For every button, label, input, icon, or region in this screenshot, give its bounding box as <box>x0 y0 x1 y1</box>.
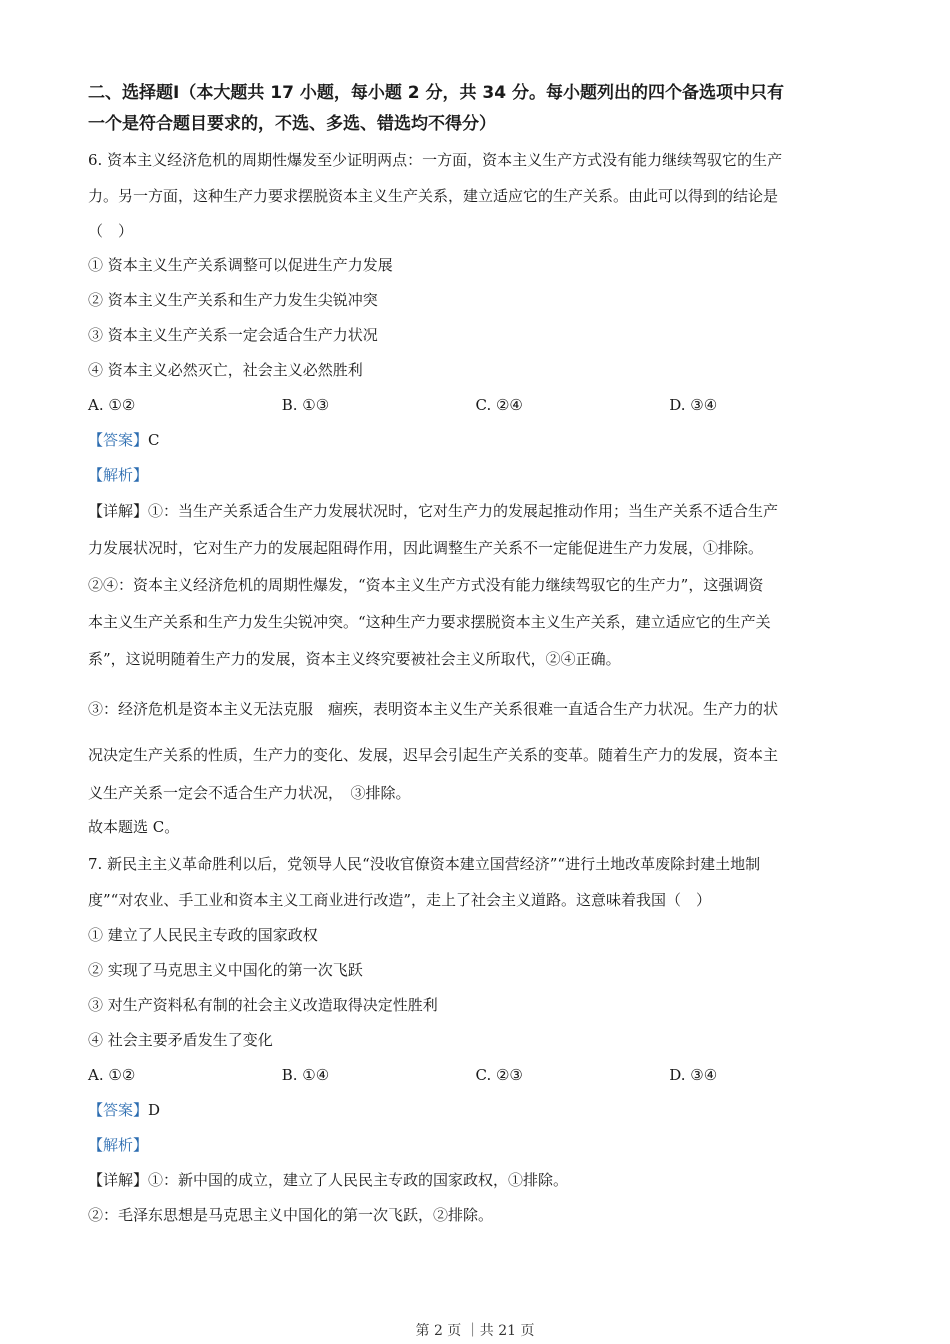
question-stem: （ ） <box>88 222 134 240</box>
statement-option: ① 建立了人民民主专政的国家政权 <box>88 926 318 944</box>
question-stem: 度”“对农业、手工业和资本主义工商业进行改造”，走上了社会主义道路。这意味着我国（ ） <box>88 891 712 909</box>
question-6 <box>88 142 863 846</box>
question-stem: 力。另一方面，这种生产力要求摆脱资本主义生产关系，建立适应它的生产关系。由此可以得到的结论是 <box>88 187 779 205</box>
answer-line <box>88 423 863 458</box>
question-7 <box>88 846 863 1233</box>
analysis-line <box>88 458 863 493</box>
question-stem: 7. 新民主主义革命胜利以后，党领导人民“没收官僚资本建立国营经济”“进行土地改革废除封建土地制 <box>88 855 761 873</box>
explanation-line: ②：毛泽东思想是马克思主义中国化的第一次飞跃，②排除。 <box>88 1206 494 1224</box>
explanation-line: 本主义生产关系和生产力发生尖锐冲突。“这种生产力要求摆脱资本主义生产关系，建立适应它的生产关 <box>88 613 771 631</box>
choice-c: C. ②④ <box>475 396 523 414</box>
page-footer: 第 2 页 ｜共 21 页 <box>415 1323 535 1339</box>
analysis-tag: 【解析】 <box>88 466 149 484</box>
choice-c: C. ②③ <box>475 1066 523 1084</box>
answer-tag: 【答案】 <box>88 431 149 449</box>
analysis-line <box>88 1128 863 1163</box>
statement-option: ③ 对生产资料私有制的社会主义改造取得决定性胜利 <box>88 996 438 1014</box>
choice-d: D. ③④ <box>669 396 718 414</box>
statement-option: ③ 资本主义生产关系一定会适合生产力状况 <box>88 326 378 344</box>
choice-d: D. ③④ <box>669 1066 718 1084</box>
explanation-line: 【详解】①：当生产关系适合生产力发展状况时，它对生产力的发展起推动作用；当生产关系不适合生产 <box>88 502 779 520</box>
choice-b: B. ①③ <box>281 396 330 414</box>
explanation-line: 况决定生产关系的性质，生产力的变化、发展，迟早会引起生产关系的变革。随着生产力的发展，资本主 <box>88 746 779 764</box>
explanation-line: ②④：资本主义经济危机的周期性爆发，“资本主义生产方式没有能力继续驾驭它的生产力”，这强调资 <box>88 576 764 594</box>
statement-option: ④ 资本主义必然灭亡，社会主义必然胜利 <box>88 361 363 379</box>
statement-option: ④ 社会主要矛盾发生了变化 <box>88 1031 273 1049</box>
statement-option: ② 资本主义生产关系和生产力发生尖锐冲突 <box>88 291 378 309</box>
conclusion-line: 故本题选 C。 <box>88 818 180 836</box>
analysis-tag: 【解析】 <box>88 1136 149 1154</box>
statement-option: ① 资本主义生产关系调整可以促进生产力发展 <box>88 256 393 274</box>
answer-value: D <box>148 1101 161 1119</box>
explanation-line: 力发展状况时，它对生产力的发展起阻碍作用，因此调整生产关系不一定能促进生产力发展，①排除。 <box>88 539 764 557</box>
statement-option: ② 实现了马克思主义中国化的第一次飞跃 <box>88 961 363 979</box>
explanation-line: ③：经济危机是资本主义无法克服 痼疾，表明资本主义生产关系很难一直适合生产力状况。生产力的状 <box>88 700 779 718</box>
section-title: 二、选择题Ⅰ（本大题共 17 小题，每小题 2 分，共 34 分。每小题列出的四个备选项中只有 一个是符合题目要求的，不选、多选、错选均不得分） <box>88 83 784 134</box>
answer-value: C <box>148 431 160 449</box>
question-stem: 6. 资本主义经济危机的周期性爆发至少证明两点：一方面，资本主义生产方式没有能力继续驾驭它的生产 <box>88 151 783 169</box>
choice-b: B. ①④ <box>281 1066 330 1084</box>
explanation-line: 义生产关系一定会不适合生产力状况， ③排除。 <box>88 784 411 802</box>
answer-line <box>88 1093 863 1128</box>
choice-a: A. ①② <box>88 1066 136 1084</box>
answer-tag: 【答案】 <box>88 1101 149 1119</box>
explanation-line: 系”，这说明随着生产力的发展，资本主义终究要被社会主义所取代，②④正确。 <box>88 650 621 668</box>
answer-choices <box>88 388 863 423</box>
document-page <box>88 78 863 1233</box>
choice-a: A. ①② <box>88 396 136 414</box>
answer-choices <box>88 1058 863 1093</box>
explanation-line: 【详解】①：新中国的成立，建立了人民民主专政的国家政权，①排除。 <box>88 1171 569 1189</box>
